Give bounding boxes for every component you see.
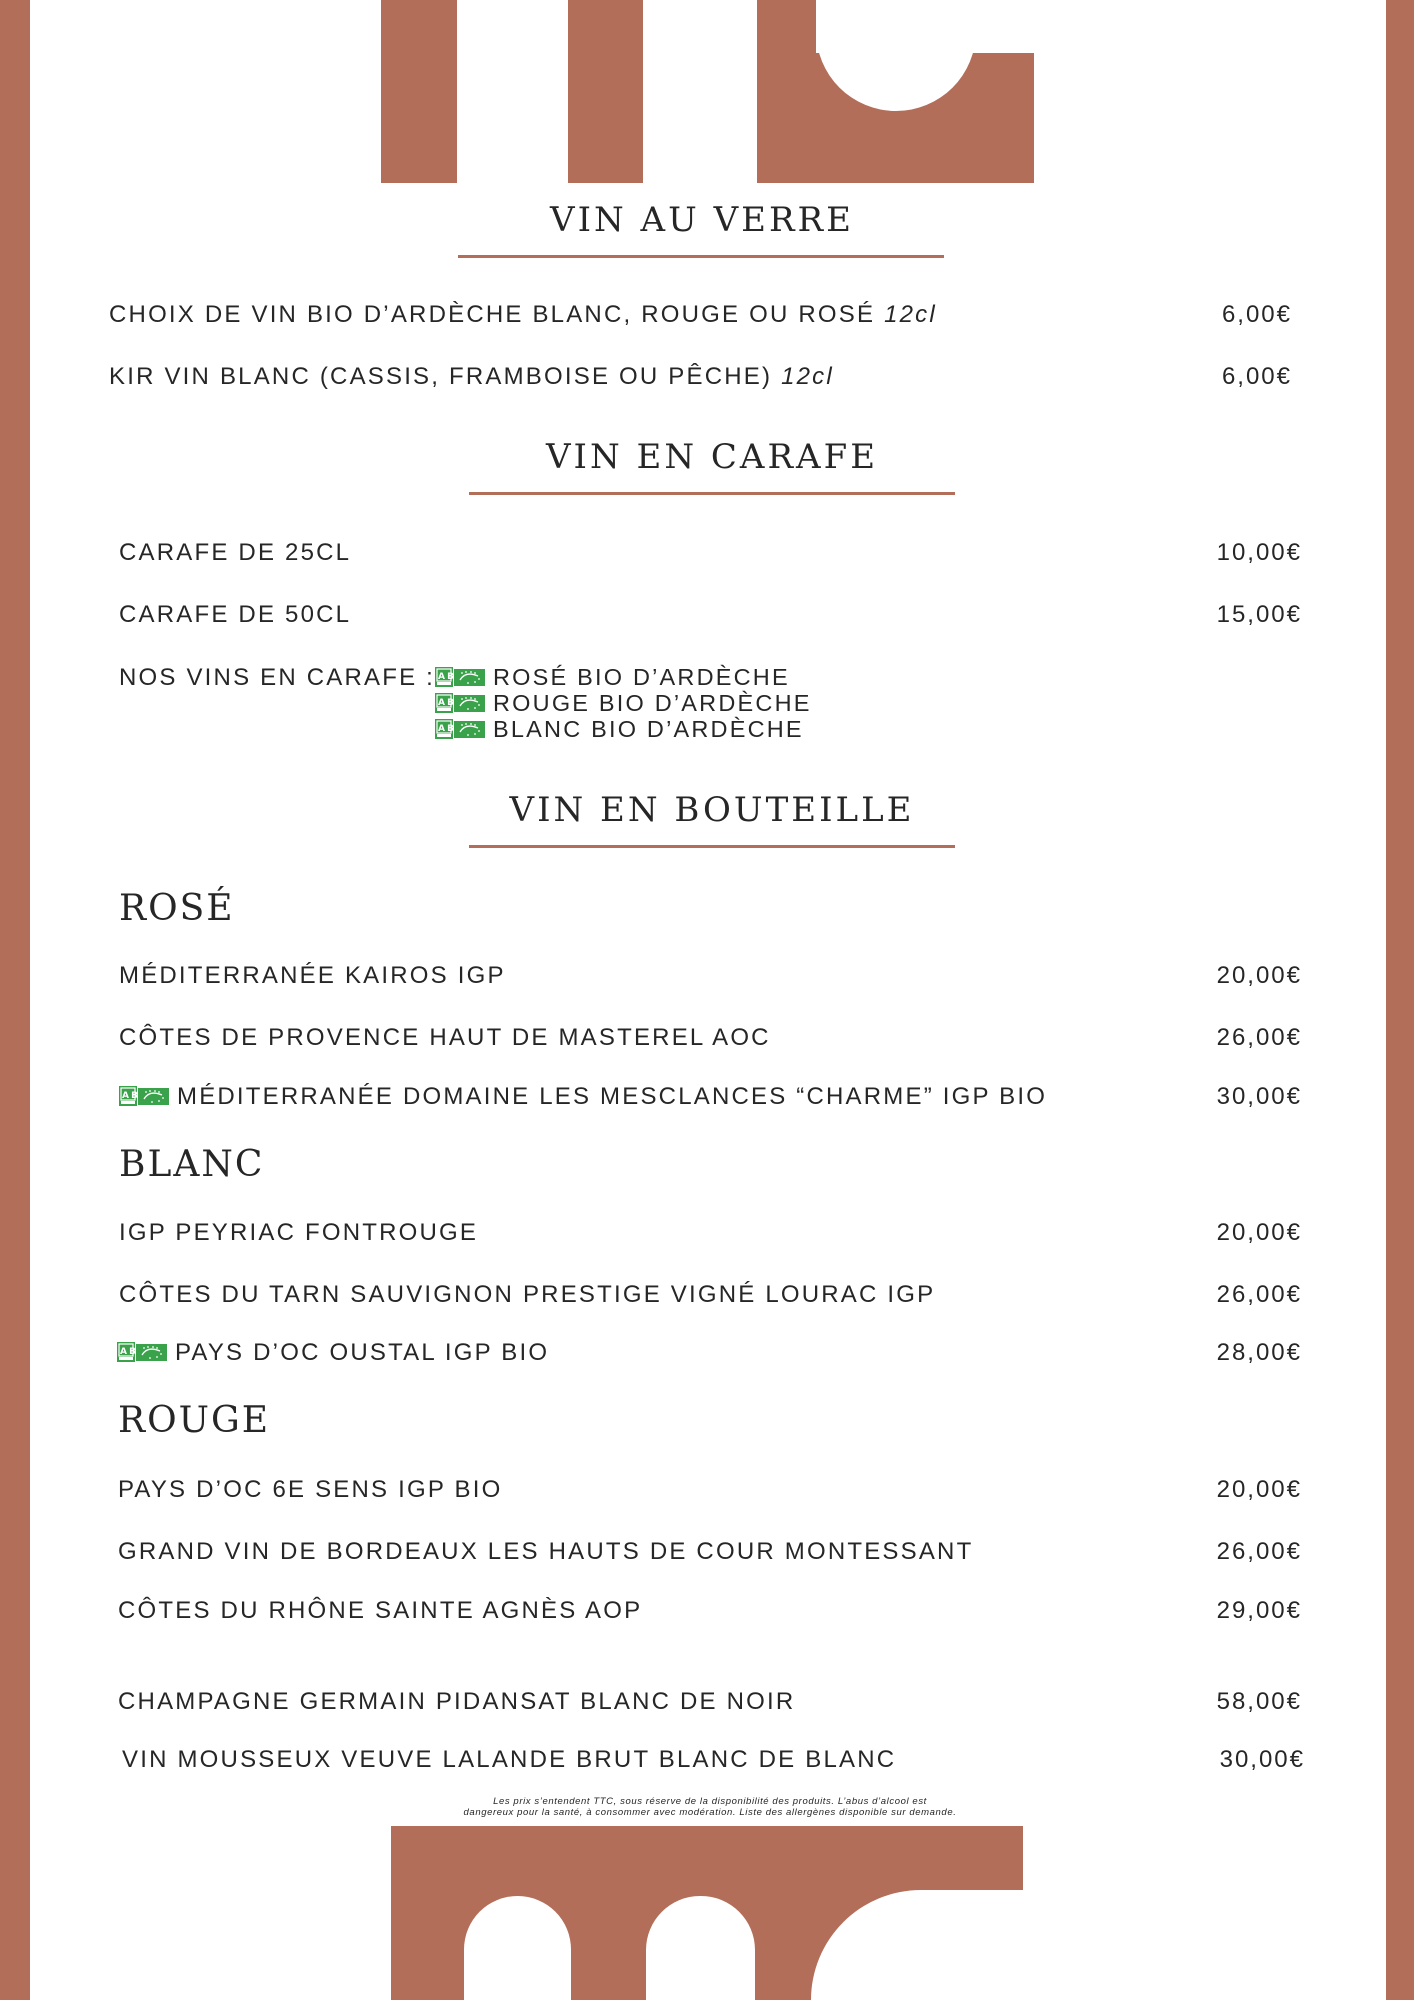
item-price: 26,00€ — [1216, 1281, 1302, 1308]
item-price: 10,00€ — [1216, 539, 1302, 566]
item-volume: 12cl — [781, 363, 834, 390]
menu-item: MÉDITERRANÉE KAIROS IGP — [119, 962, 506, 989]
item-price: 28,00€ — [1216, 1339, 1302, 1366]
menu-item: VIN MOUSSEUX VEUVE LALANDE BRUT BLANC DE BLANC — [122, 1746, 897, 1773]
menu-item: CÔTES DE PROVENCE HAUT DE MASTEREL AOC — [119, 1024, 771, 1051]
item-price: 58,00€ — [1216, 1688, 1302, 1715]
category-heading-rose: ROSÉ — [119, 888, 235, 929]
carafe-wine-item: BLANC BIO D’ARDÈCHE — [435, 716, 804, 743]
carafe-wine-item: ROSÉ BIO D’ARDÈCHE — [435, 664, 790, 691]
menu-item: CARAFE DE 50CL — [119, 601, 352, 628]
ab-bio-logo-icon — [435, 693, 485, 713]
item-name: CHOIX DE VIN BIO D’ARDÈCHE BLANC, ROUGE OU ROSÉ — [109, 301, 876, 328]
item-price: 30,00€ — [1219, 1746, 1305, 1773]
ab-bio-logo-icon — [435, 719, 485, 739]
item-volume: 12cl — [884, 301, 937, 328]
menu-item: MÉDITERRANÉE DOMAINE LES MESCLANCES “CHARME” IGP BIO — [119, 1083, 1047, 1111]
menu-item: CHAMPAGNE GERMAIN PIDANSAT BLANC DE NOIR — [118, 1688, 796, 1715]
left-border-band — [0, 0, 30, 2000]
carafe-wines-label: NOS VINS EN CARAFE : — [119, 664, 436, 691]
brand-logo-top — [381, 0, 1034, 183]
item-price: 29,00€ — [1216, 1597, 1302, 1624]
menu-item: IGP PEYRIAC FONTROUGE — [119, 1219, 479, 1246]
item-price: 20,00€ — [1216, 1219, 1302, 1246]
section-title-carafe: VIN EN CARAFE — [545, 437, 879, 477]
item-price: 20,00€ — [1216, 962, 1302, 989]
menu-item: GRAND VIN DE BORDEAUX LES HAUTS DE COUR MONTESSANT — [118, 1538, 974, 1565]
menu-item: PAYS D’OC 6E SENS IGP BIO — [118, 1476, 503, 1503]
menu-item — [109, 301, 937, 329]
item-name: KIR VIN BLANC (CASSIS, FRAMBOISE OU PÊCHE) — [109, 363, 773, 390]
item-price: 26,00€ — [1216, 1538, 1302, 1565]
item-price: 30,00€ — [1216, 1083, 1302, 1110]
section-rule-bouteille — [469, 845, 955, 848]
carafe-wine-item: ROUGE BIO D’ARDÈCHE — [435, 690, 812, 717]
menu-item: PAYS D’OC OUSTAL IGP BIO — [117, 1339, 549, 1367]
ab-bio-logo-icon — [119, 1086, 169, 1106]
footer-legal-note: Les prix s’entendent TTC, sous réserve de la disponibilité des produits. L’abus d’alcool est dangereux pour la santé, à consommer avec modération. Liste des allergènes disponible sur demande. — [463, 1796, 957, 1818]
section-rule-verre — [458, 255, 944, 258]
right-border-band — [1386, 0, 1414, 2000]
category-heading-rouge: ROUGE — [118, 1400, 270, 1441]
menu-item: CÔTES DU TARN SAUVIGNON PRESTIGE VIGNÉ LOURAC IGP — [119, 1281, 936, 1308]
item-price: 6,00€ — [1221, 301, 1292, 328]
section-rule-carafe — [469, 492, 955, 495]
category-heading-blanc: BLANC — [119, 1144, 265, 1185]
menu-item: CARAFE DE 25CL — [119, 539, 352, 566]
brand-logo-bottom — [391, 1826, 1023, 2000]
ab-bio-logo-icon — [117, 1342, 167, 1362]
item-price: 20,00€ — [1216, 1476, 1302, 1503]
ab-bio-logo-icon — [435, 667, 485, 687]
section-title-bouteille: VIN EN BOUTEILLE — [509, 790, 915, 830]
item-price: 15,00€ — [1216, 601, 1302, 628]
section-title-verre: VIN AU VERRE — [550, 200, 854, 240]
item-price: 26,00€ — [1216, 1024, 1302, 1051]
item-price: 6,00€ — [1221, 363, 1292, 390]
menu-item: CÔTES DU RHÔNE SAINTE AGNÈS AOP — [118, 1597, 643, 1624]
menu-item — [109, 363, 834, 391]
